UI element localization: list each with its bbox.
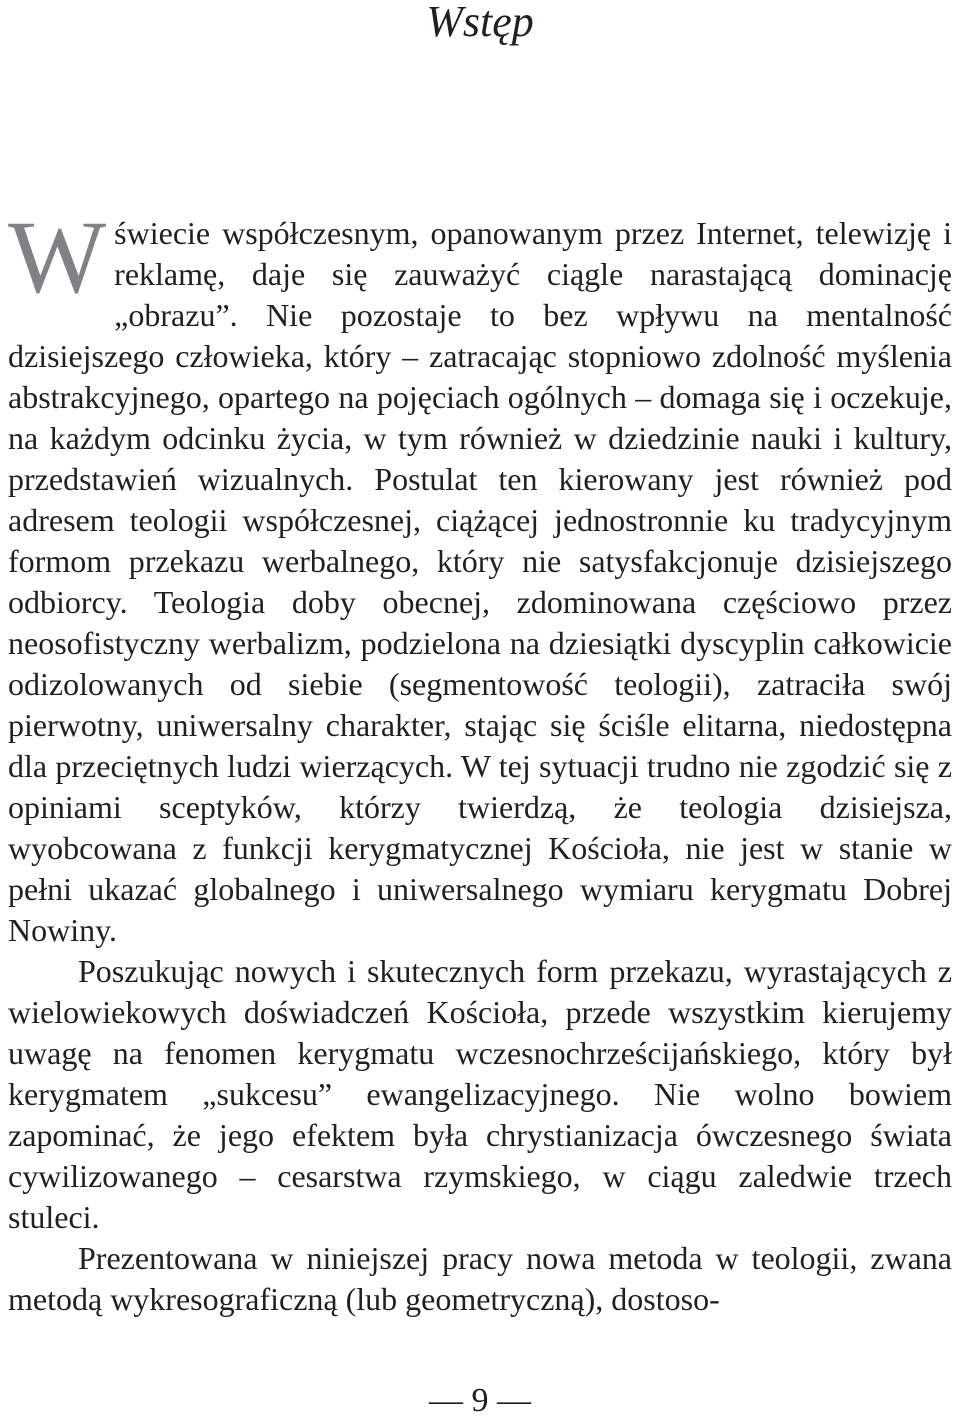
paragraph-3: Prezentowana w niniejszej pracy nowa metoda w teologii, zwana metodą wykresograficzną (lub geometryczną), dostoso- bbox=[8, 1240, 952, 1317]
paragraph-2: Poszukując nowych i skutecznych form przekazu, wyrastających z wielowiekowych doświadczeń Kościoła, przede wszystkim kierujemy uwagę na fenomen kerygmatu wczesnochrześcijańskiego, który był kerygmatem „sukcesu” ewangelizacyjnego. Nie wolno bowiem zapominać, że jego efektem była chrystianizacja ówczesnego świata cywilizowanego – cesarstwa rzymskiego, w ciągu zaledwie trzech stuleci. bbox=[8, 953, 952, 1235]
body-text bbox=[8, 200, 952, 1320]
chapter-title: Wstęp bbox=[426, 0, 534, 46]
paragraph-1-text: świecie współczesnym, opanowanym przez Internet, telewizję i reklamę, daje się zauważyć ciągle narastającą dominację „obrazu”. Nie pozostaje to bez wpływu na mentalność dzisiejszego człowieka, który – zatracając stopniowo zdolność myślenia abstrakcyjnego, opartego na pojęciach ogólnych – domaga się i oczekuje, na każdym odcinku życia, w tym również w dziedzinie nauki i kultury, przedstawień wizualnych. Postulat ten kierowany jest również pod adresem teologii współczesnej, ciążącej jednostronnie ku tradycyjnym formom przekazu werbalnego, który nie satysfakcjonuje dzisiejszego odbiorcy. Teologia doby obecnej, zdominowana częściowo przez neosofistyczny werbalizm, podzielona na dziesiątki dyscyplin całkowicie odizolowanych od siebie (segmentowość teologii), zatraciła swój pierwotny, uniwersalny charakter, stając się ściśle elitarna, niedostępna dla przeciętnych ludzi wierzących. W tej sytuacji trudno nie zgodzić się z opiniami sceptyków, którzy twierdzą, że teologia dzisiejsza, wyobcowana z funkcji kerygmatycznej Kościoła, nie jest w stanie w pełni ukazać globalnego i uniwersalnego wymiaru kerygmatu Dobrej Nowiny. bbox=[8, 215, 952, 948]
page-number: — 9 — bbox=[429, 1382, 531, 1419]
drop-cap: W bbox=[8, 200, 107, 315]
paragraph-1 bbox=[8, 200, 952, 951]
